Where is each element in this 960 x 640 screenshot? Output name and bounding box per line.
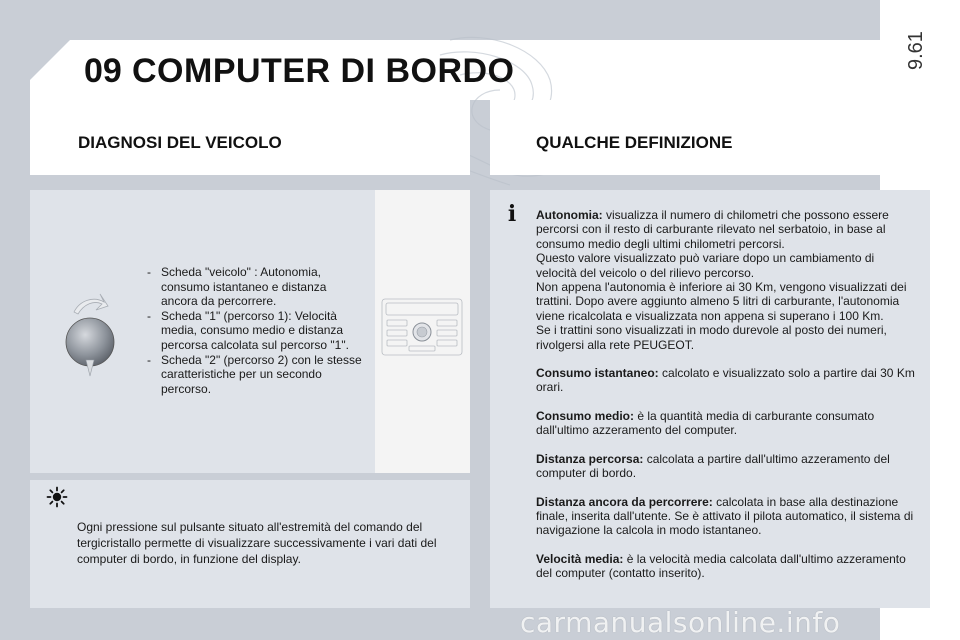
chapter-number: 09 bbox=[84, 52, 122, 90]
definition-term: Consumo medio: bbox=[536, 408, 634, 423]
definition-text: è la quantità media di carburante consumato dall'ultimo azzeramento del computer. bbox=[536, 408, 875, 438]
definition-item bbox=[536, 409, 916, 438]
stalk-button-icon bbox=[60, 290, 120, 380]
definition-text: Questo valore visualizzato può variare dopo un cambiamento di velocità del veicolo o del rilievo percorso. bbox=[536, 251, 875, 280]
definition-text: calcolata in base alla destinazione finale, inserita dall'utente. Se è attivato il pilota automatico, il sistema di navigazione la calcola in modo istantaneo. bbox=[536, 494, 914, 538]
definition-term: Distanza percorsa: bbox=[536, 451, 644, 466]
definition-item bbox=[536, 495, 916, 538]
definition-text: calcolato e visualizzato solo a partire dai 30 Km orari. bbox=[536, 366, 915, 395]
audio-unit-icon bbox=[381, 298, 463, 356]
right-section-title: QUALCHE DEFINIZIONE bbox=[536, 133, 733, 152]
definition-text: è la velocità media calcolata dall'ultimo azzeramento del computer (contatto inserito). bbox=[536, 551, 906, 581]
definition-term: Autonomia: bbox=[536, 208, 603, 222]
diagnosis-bullet-list bbox=[145, 265, 365, 396]
left-section-header bbox=[30, 100, 470, 175]
definition-text: Se i trattini sono visualizzati in modo durevole al posto dei numeri, rivolgersi alla rete PEUGEOT. bbox=[536, 323, 887, 352]
watermark: carmanualsonline.info bbox=[520, 606, 841, 639]
sun-icon bbox=[46, 486, 68, 508]
page-number: 9.61 bbox=[905, 31, 927, 70]
bullet-item: - Scheda "2" (percorso 2) con le stesse caratteristiche per un secondo percorso. bbox=[145, 353, 365, 397]
definition-text: visualizza il numero di chilometri che possono essere percorsi con il resto di carburante rilevato nel serbatoio, in base al consumo medio degli ultimi chilometri percorsi. bbox=[536, 208, 889, 251]
definitions-list bbox=[536, 208, 916, 595]
definition-item bbox=[536, 208, 916, 352]
definition-item bbox=[536, 452, 916, 481]
info-icon: i bbox=[507, 201, 517, 227]
definition-item bbox=[536, 366, 916, 395]
definition-term: Velocità media: bbox=[536, 551, 624, 566]
bullet-item: - Scheda "veicolo" : Autonomia, consumo istantaneo e distanza ancora da percorrere. bbox=[145, 265, 365, 309]
chapter-title: COMPUTER DI BORDO bbox=[132, 52, 515, 90]
definition-text: calcolata a partire dall'ultimo azzeramento del computer di bordo. bbox=[536, 451, 890, 481]
left-section-title: DIAGNOSI DEL VEICOLO bbox=[78, 133, 282, 152]
definition-text: Non appena l'autonomia è inferiore ai 30 Km, vengono visualizzati dei trattini. Dopo avere aggiunto almeno 5 litri di carburante, l'autonomia viene ricalcolata e visualizzata non appena si superano i 100 Km. bbox=[536, 280, 907, 323]
definition-term: Consumo istantaneo: bbox=[536, 366, 659, 381]
definition-item bbox=[536, 552, 916, 581]
right-section-header bbox=[490, 100, 930, 175]
tip-text: Ogni pressione sul pulsante situato all'estremità del comando del tergicristallo permette di visualizzare successivamente i vari dati del computer di bordo, in funzione del display. bbox=[77, 520, 437, 566]
definition-term: Distanza ancora da percorrere: bbox=[536, 494, 713, 509]
bullet-item: - Scheda "1" (percorso 1): Velocità media, consumo medio e distanza percorsa calcolata sul percorso "1". bbox=[145, 309, 365, 353]
